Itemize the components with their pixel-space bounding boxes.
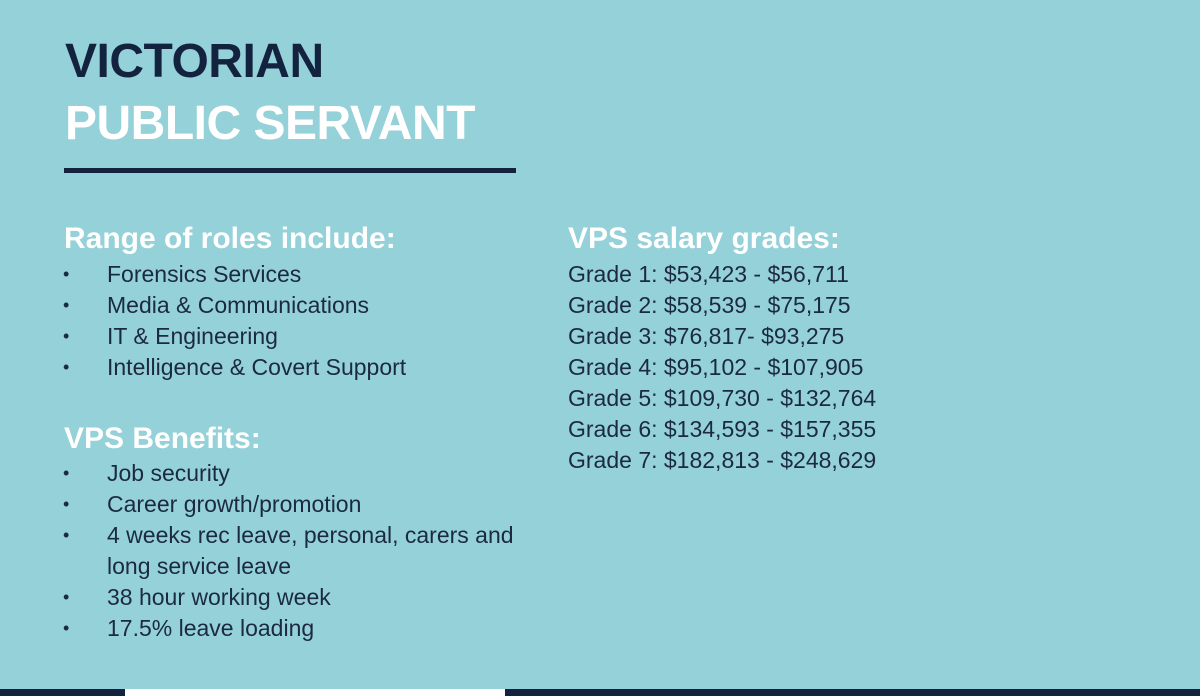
title-underline (64, 168, 516, 173)
grade-row: Grade 1: $53,423 - $56,711 (568, 261, 849, 287)
benefit-label: 17.5% leave loading (107, 615, 315, 641)
grade-row: Grade 4: $95,102 - $107,905 (568, 354, 864, 380)
list-item (63, 458, 533, 489)
list-item (63, 613, 533, 644)
list-item (63, 520, 533, 582)
benefit-label: Career growth/promotion (107, 491, 362, 517)
bottom-white-strip (125, 689, 505, 696)
list-item (63, 321, 543, 352)
grade-row: Grade 6: $134,593 - $157,355 (568, 416, 877, 442)
bullet-icon: • (63, 618, 70, 638)
list-item (63, 582, 533, 613)
grade-row: Grade 5: $109,730 - $132,764 (568, 385, 877, 411)
benefit-label: 4 weeks rec leave, personal, carers and long service leave (107, 522, 514, 579)
bullet-icon: • (63, 295, 70, 315)
list-item (63, 290, 543, 321)
grades-list (568, 259, 876, 476)
bullet-icon: • (63, 357, 70, 377)
role-label: Media & Communications (107, 292, 370, 318)
role-label: IT & Engineering (107, 323, 278, 349)
role-label: Forensics Services (107, 261, 302, 287)
list-item (63, 352, 543, 383)
bullet-icon: • (63, 264, 70, 284)
title-line-public-servant: PUBLIC SERVANT (65, 97, 475, 150)
bullet-icon: • (63, 494, 70, 514)
benefit-label: Job security (107, 460, 230, 486)
benefits-heading: VPS Benefits: (64, 422, 261, 455)
role-label: Intelligence & Covert Support (107, 354, 407, 380)
grade-row: Grade 7: $182,813 - $248,629 (568, 447, 877, 473)
benefits-list (63, 458, 533, 644)
bullet-icon: • (63, 525, 70, 545)
roles-heading: Range of roles include: (64, 222, 396, 255)
grades-heading: VPS salary grades: (568, 222, 840, 255)
list-item (63, 489, 533, 520)
title-line-victorian: VICTORIAN (65, 35, 324, 88)
list-item (63, 259, 543, 290)
bullet-icon: • (63, 587, 70, 607)
bullet-icon: • (63, 326, 70, 346)
grade-row: Grade 3: $76,817- $93,275 (568, 323, 845, 349)
grade-row: Grade 2: $58,539 - $75,175 (568, 292, 851, 318)
bullet-icon: • (63, 463, 70, 483)
roles-list (63, 259, 543, 383)
benefit-label: 38 hour working week (107, 584, 331, 610)
